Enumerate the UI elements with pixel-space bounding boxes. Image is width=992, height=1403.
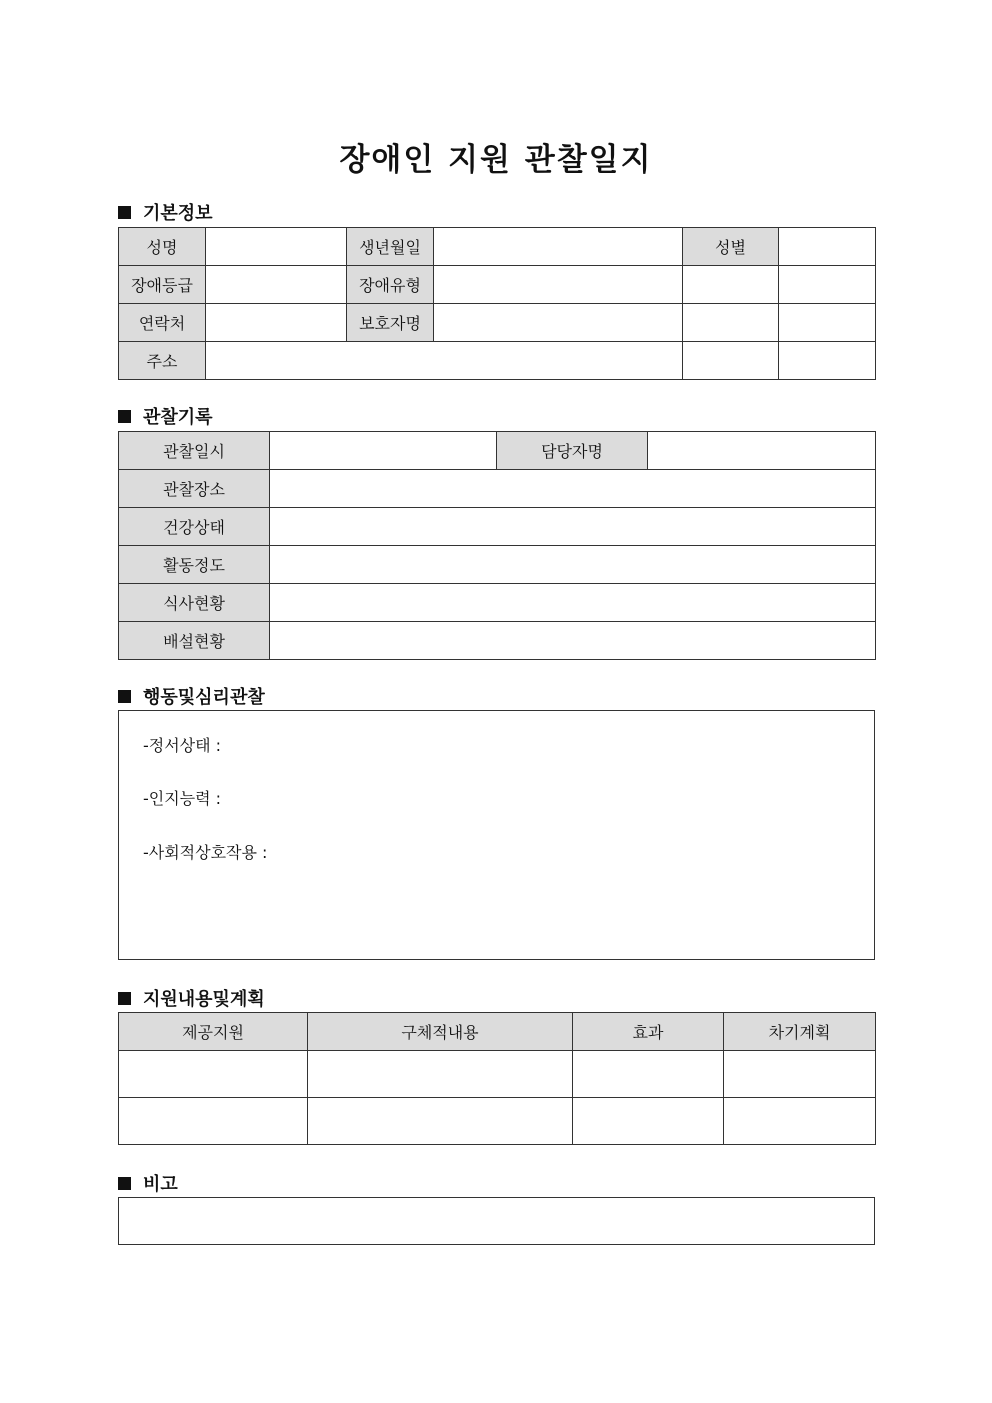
label-place: 관찰장소 xyxy=(119,470,270,508)
blank-cell[interactable] xyxy=(779,342,876,380)
section-heading-remarks xyxy=(118,1170,178,1196)
table-cell[interactable] xyxy=(724,1098,876,1145)
header-provided-support: 제공지원 xyxy=(119,1013,308,1051)
datetime-field[interactable] xyxy=(270,432,497,470)
label-activity: 활동정도 xyxy=(119,546,270,584)
label-birth: 생년월일 xyxy=(347,228,434,266)
blank-cell[interactable] xyxy=(683,342,779,380)
table-cell[interactable] xyxy=(308,1051,573,1098)
section-label: 관찰기록 xyxy=(143,407,213,428)
blank-cell[interactable] xyxy=(683,266,779,304)
activity-field[interactable] xyxy=(270,546,876,584)
contact-field[interactable] xyxy=(206,304,347,342)
health-field[interactable] xyxy=(270,508,876,546)
support-table xyxy=(118,1012,876,1145)
section-label: 기본정보 xyxy=(143,203,213,224)
label-staff: 담당자명 xyxy=(497,432,648,470)
meal-field[interactable] xyxy=(270,584,876,622)
label-grade: 장애등급 xyxy=(119,266,206,304)
cognition-line: -인지능력 : xyxy=(143,789,222,808)
label-excretion: 배설현황 xyxy=(119,622,270,660)
guardian-field[interactable] xyxy=(434,304,683,342)
label-guardian: 보호자명 xyxy=(347,304,434,342)
gender-field[interactable] xyxy=(779,228,876,266)
remarks-box[interactable] xyxy=(118,1197,875,1245)
square-bullet-icon xyxy=(118,410,131,423)
section-label: 행동및심리관찰 xyxy=(143,687,265,708)
table-cell[interactable] xyxy=(724,1051,876,1098)
section-label: 지원내용및계획 xyxy=(143,989,265,1010)
place-field[interactable] xyxy=(270,470,876,508)
type-field[interactable] xyxy=(434,266,683,304)
label-health: 건강상태 xyxy=(119,508,270,546)
table-cell[interactable] xyxy=(119,1051,308,1098)
basic-info-table xyxy=(118,227,876,380)
staff-field[interactable] xyxy=(648,432,876,470)
label-meal: 식사현황 xyxy=(119,584,270,622)
social-line: -사회적상호작용 : xyxy=(143,843,268,862)
page-title: 장애인 지원 관찰일지 xyxy=(339,142,653,178)
label-name: 성명 xyxy=(119,228,206,266)
header-effect: 효과 xyxy=(573,1013,724,1051)
table-cell[interactable] xyxy=(308,1098,573,1145)
blank-cell[interactable] xyxy=(779,304,876,342)
table-cell[interactable] xyxy=(573,1098,724,1145)
section-heading-support xyxy=(118,985,265,1011)
name-field[interactable] xyxy=(206,228,347,266)
label-datetime: 관찰일시 xyxy=(119,432,270,470)
grade-field[interactable] xyxy=(206,266,347,304)
observation-table xyxy=(118,431,876,660)
blank-cell[interactable] xyxy=(779,266,876,304)
square-bullet-icon xyxy=(118,1177,131,1190)
section-heading-basic xyxy=(118,199,213,225)
birth-field[interactable] xyxy=(434,228,683,266)
header-details: 구체적내용 xyxy=(308,1013,573,1051)
square-bullet-icon xyxy=(118,690,131,703)
blank-cell[interactable] xyxy=(683,304,779,342)
excretion-field[interactable] xyxy=(270,622,876,660)
section-heading-behavior xyxy=(118,683,265,709)
label-gender: 성별 xyxy=(683,228,779,266)
table-cell[interactable] xyxy=(573,1051,724,1098)
emotion-line: -정서상태 : xyxy=(143,736,222,755)
table-cell[interactable] xyxy=(119,1098,308,1145)
address-field[interactable] xyxy=(206,342,683,380)
square-bullet-icon xyxy=(118,992,131,1005)
square-bullet-icon xyxy=(118,206,131,219)
section-label: 비고 xyxy=(143,1174,178,1195)
section-heading-observation xyxy=(118,403,213,429)
label-contact: 연락처 xyxy=(119,304,206,342)
header-next-plan: 차기계획 xyxy=(724,1013,876,1051)
label-address: 주소 xyxy=(119,342,206,380)
label-type: 장애유형 xyxy=(347,266,434,304)
behavior-box[interactable] xyxy=(118,710,875,960)
